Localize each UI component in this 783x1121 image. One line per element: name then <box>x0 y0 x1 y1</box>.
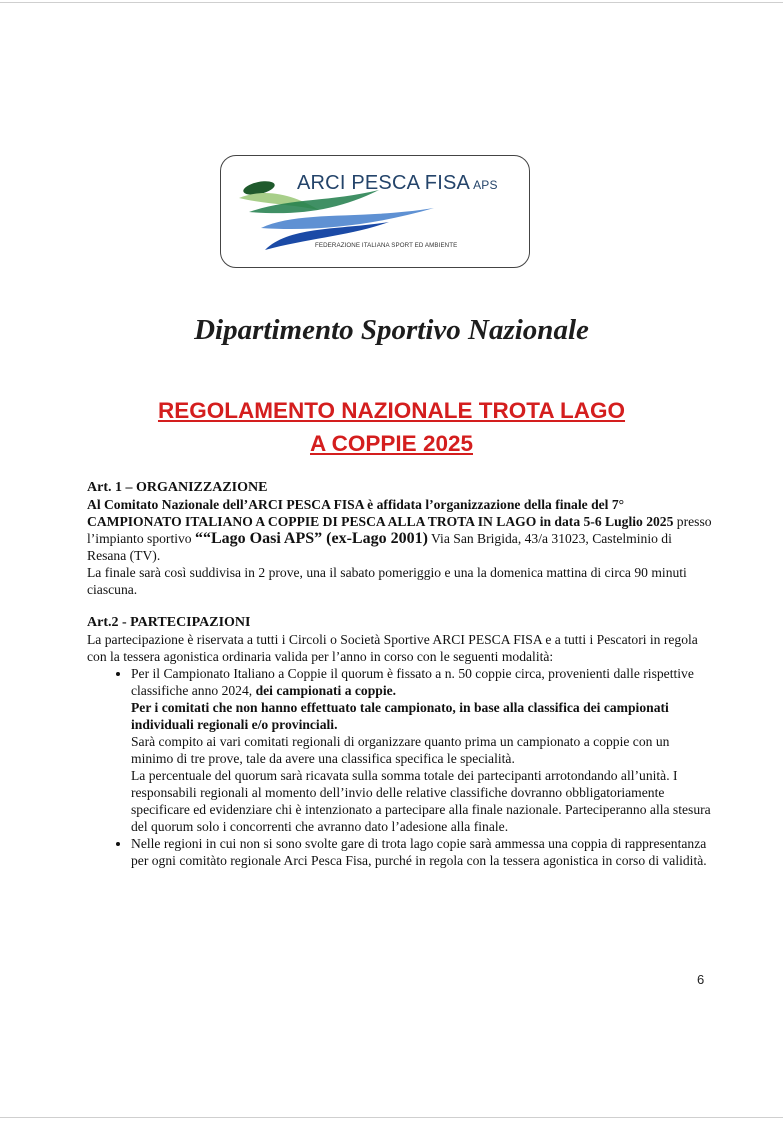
art2-heading: Art.2 - PARTECIPAZIONI <box>87 615 251 630</box>
regulation-title-line1: REGOLAMENTO NAZIONALE TROTA LAGO <box>157 398 626 423</box>
logo-brand-name: ARCI PESCA FISA APS <box>297 172 498 194</box>
bullet1-bold-note: Per i comitati che non hanno effettuato tale campionato, in base alla classifica dei campionati individuali regionali e/o provinciali. <box>131 700 669 732</box>
regulation-title-line2: A COPPIE 2025 <box>310 431 473 456</box>
art1-venue: ““Lago Oasi APS” (ex-Lago 2001) <box>195 530 428 547</box>
scan-edge-top <box>0 2 783 3</box>
art1-heading: Art. 1 – ORGANIZZAZIONE <box>87 480 268 495</box>
logo-tagline: FEDERAZIONE ITALIANA SPORT ED AMBIENTE <box>315 242 458 249</box>
art1-paragraph2: La finale sarà così suddivisa in 2 prove, una il sabato pomeriggio e una la domenica mattina di circa 90 minuti ciascuna. <box>87 565 687 597</box>
art2-intro: La partecipazione è riservata a tutti i Circoli o Società Sportive ARCI PESCA FISA e a tutti i Pescatori in regola con la tessera agonistica ordinaria valida per l’anno in corso con le seguenti modalità: <box>87 632 698 664</box>
art1-bold-text: Al Comitato Nazionale dell’ARCI PESCA FISA è affidata l’organizzazione della finale del 7° CAMPIONATO ITALIANO A COPPIE DI PESCA ALLA TROTA IN LAGO in data 5-6 Luglio 2025 <box>87 497 674 529</box>
department-title: Dipartimento Sportivo Nazionale <box>194 314 589 346</box>
bullet1-paragraph3: La percentuale del quorum sarà ricavata sulla somma totale dei partecipanti arrotondando all’unità. I responsabili regionali al momento dell’invio delle relative classifiche dovranno obbligatoriamente specificare ed evidenziare chi è intenzionato a partecipare alla finale nazionale. Parteciperanno alla stesura del quorum solo i concorrenti che avranno dato l’adesione alla finale. <box>131 768 711 834</box>
bullet1-text: Per il Campionato Italiano a Coppie il quorum è fissato a n. 50 coppie circa, provenienti dalle rispettive classifiche anno 2024, <box>131 666 694 698</box>
regulation-title <box>0 394 783 460</box>
art2-list <box>87 665 713 869</box>
list-item: • Nelle regioni in cui non si sono svolte gare di trota lago copie sarà ammessa una coppia di rappresentanza per ogni comitàto regionale Arci Pesca Fisa, purché in regola con la tessera agonistica in corso di validità. <box>131 835 713 869</box>
list-item <box>131 665 713 835</box>
page-number: 6 <box>697 972 705 987</box>
bullet1-bold: dei campionati a coppie. <box>255 683 397 698</box>
organization-logo <box>220 155 530 268</box>
art1-paragraph1 <box>87 496 713 564</box>
document-body <box>87 479 713 869</box>
art1-mid-text: presso l’impianto sportivo <box>87 514 712 546</box>
bullet1-paragraph2: Sarà compito ai vari comitati regionali di organizzare quanto prima un campionato a coppie con un minimo di tre prove, tale da avere una classifica specifica le specialità. <box>131 734 670 766</box>
scan-edge-bottom <box>0 1117 783 1118</box>
art1-address: Via San Brigida, 43/a 31023, Castelminio di Resana (TV). <box>87 531 672 563</box>
logo-brand-suffix: APS <box>473 178 498 192</box>
